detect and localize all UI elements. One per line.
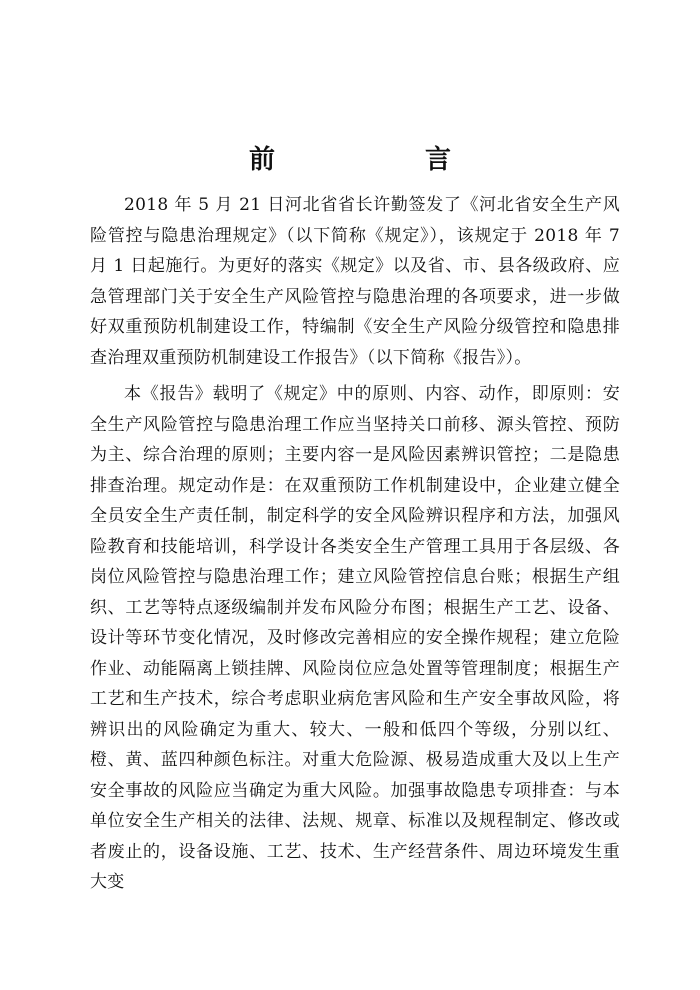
page-title: 前 言 (248, 145, 513, 175)
paragraph-intro: 2018 年 5 月 21 日河北省省长许勤签发了《河北省安全生产风险管控与隐患治理规定》（以下简称《规定》），该规定于 2018 年 7 月 1 日起施行。为更好的落实《规定》以及省、市、县各级政府、应急管理部门关于安全生产风险管控与隐患治理的各项要求，进一步做好双重预防机制建设工作，特编制《安全生产风险分级管控和隐患排查治理双重预防机制建设工作报告》（以下简称《报告》）。 (90, 195, 620, 368)
document-body (90, 190, 620, 904)
paragraph-report-content: 本《报告》载明了《规定》中的原则、内容、动作，即原则：安全生产风险管控与隐患治理工作应当坚持关口前移、源头管控、预防为主、综合治理的原则；主要内容一是风险因素辨识管控；二是隐患排查治理。规定动作是：在双重预防工作机制建设中，企业建立健全全员安全生产责任制，制定科学的安全风险辨识程序和方法，加强风险教育和技能培训，科学设计各类安全生产管理工具用于各层级、各岗位风险管控与隐患治理工作；建立风险管控信息台账；根据生产组织、工艺等特点逐级编制并发布风险分布图；根据生产工艺、设备、设计等环节变化情况，及时修改完善相应的安全操作规程；建立危险作业、动能隔离上锁挂牌、风险岗位应急处置等管理制度；根据生产工艺和生产技术，综合考虑职业病危害风险和生产安全事故风险，将辨识出的风险确定为重大、较大、一般和低四个等级，分别以红、橙、黄、蓝四种颜色标注。对重大危险源、极易造成重大及以上生产安全事故的风险应当确定为重大风险。加强事故隐患专项排查：与本单位安全生产相关的法律、法规、规章、标准以及规程制定、修改或者废止的，设备设施、工艺、技术、生产经营条件、周边环境发生重大变 (90, 384, 620, 892)
